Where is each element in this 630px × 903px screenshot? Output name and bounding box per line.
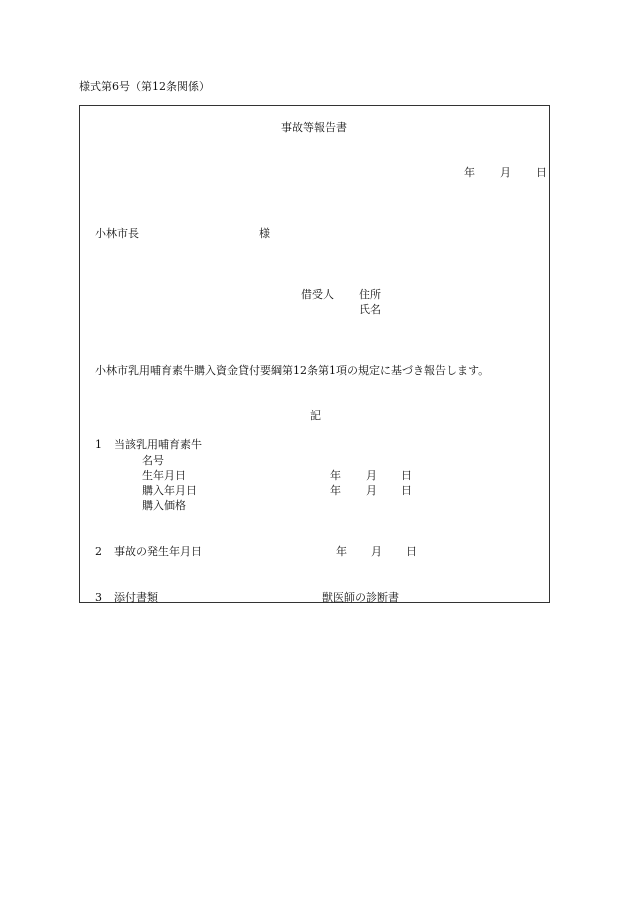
item1-name-label: 名号	[142, 454, 164, 467]
borrower-label: 借受人	[301, 288, 334, 301]
item2-year: 年	[336, 545, 347, 558]
item1-label: 当該乳用哺育素牛	[114, 438, 202, 451]
addressee-honorific: 様	[259, 227, 270, 240]
borrower-address-label: 住所	[359, 288, 381, 301]
item3-label: 添付書類	[114, 591, 158, 604]
item2-label: 事故の発生年月日	[114, 545, 202, 558]
statement-text: 小林市乳用哺育素牛購入資金貸付要綱第12条第1項の規定に基づき報告します。	[95, 364, 490, 377]
date-day: 日	[536, 166, 547, 179]
document-title: 事故等報告書	[281, 121, 347, 134]
item1-purchase-month: 月	[366, 484, 377, 497]
item1-purchase-day: 日	[401, 484, 412, 497]
item2-day: 日	[406, 545, 417, 558]
date-year: 年	[464, 166, 475, 179]
item1-purchase-date-label: 購入年月日	[142, 484, 197, 497]
borrower-name-label: 氏名	[359, 303, 381, 316]
item3-number: 3	[95, 591, 102, 604]
item3-value: 獣医師の診断書	[322, 591, 399, 604]
item1-price-label: 購入価格	[142, 499, 186, 512]
report-form	[79, 105, 550, 603]
item1-birth-day: 日	[401, 469, 412, 482]
item1-birth-year: 年	[330, 469, 341, 482]
item1-birth-month: 月	[366, 469, 377, 482]
form-label: 様式第6号（第12条関係）	[79, 80, 210, 93]
date-month: 月	[500, 166, 511, 179]
addressee-name: 小林市長	[95, 227, 139, 240]
item1-birth-label: 生年月日	[142, 469, 186, 482]
item1-purchase-year: 年	[330, 484, 341, 497]
ki-heading: 記	[310, 409, 321, 422]
item2-number: 2	[95, 545, 102, 558]
item2-month: 月	[371, 545, 382, 558]
item1-number: 1	[95, 438, 102, 451]
